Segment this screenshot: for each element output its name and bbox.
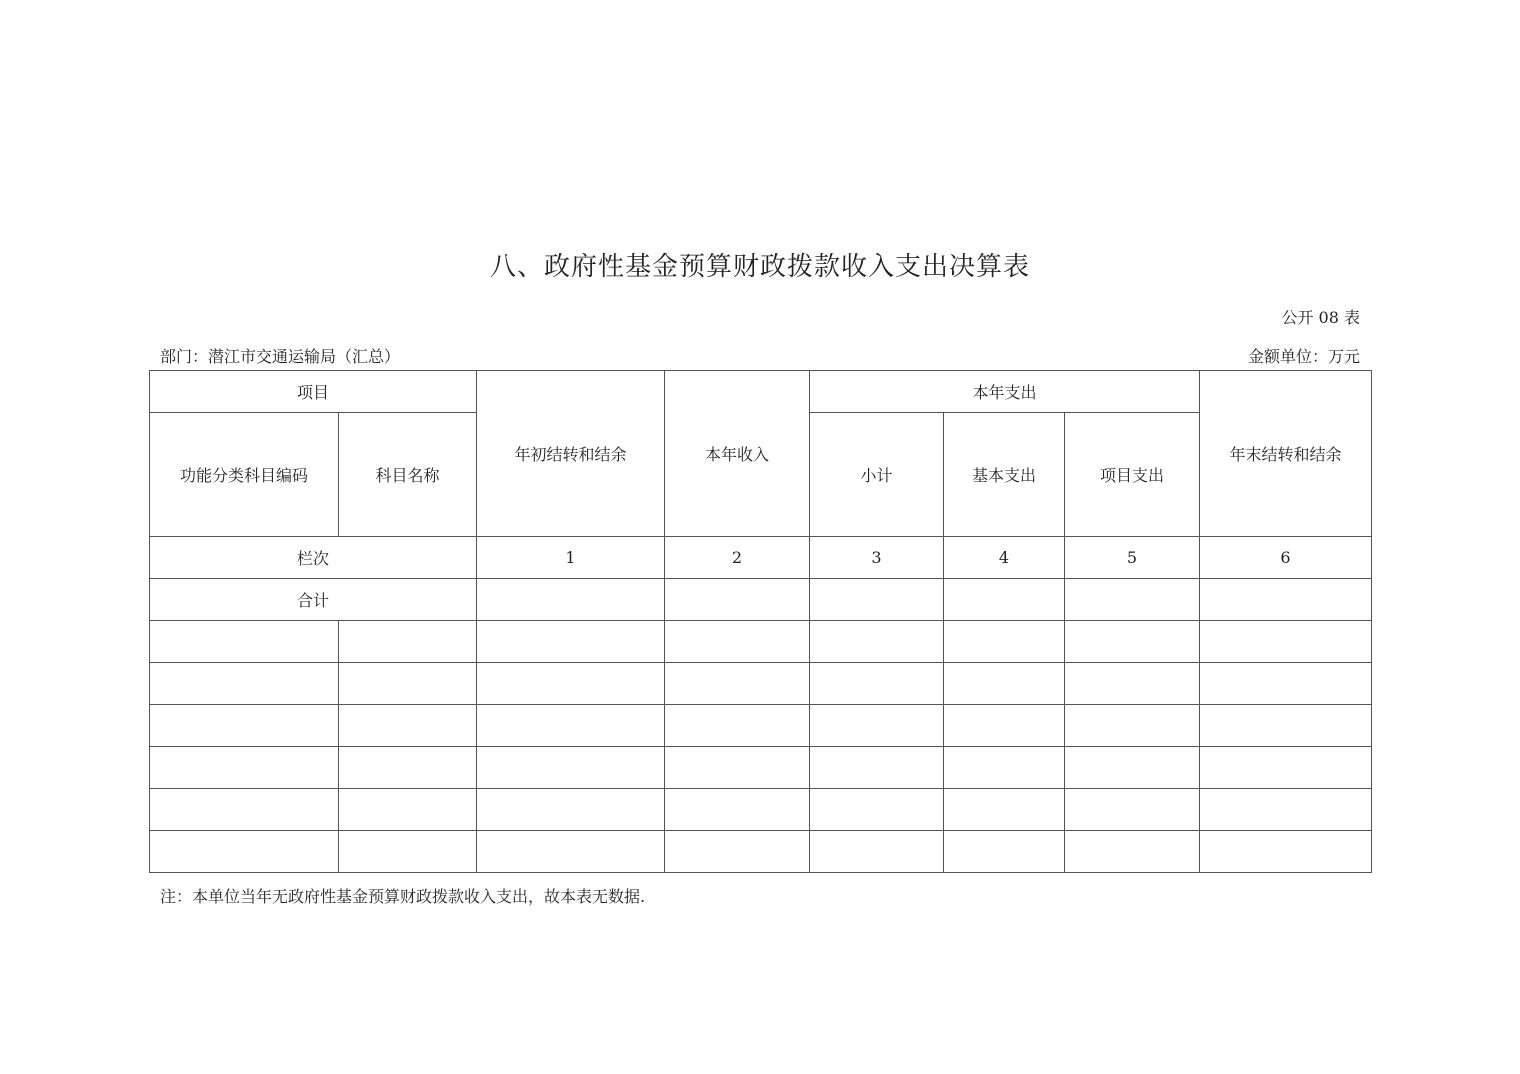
table-cell: [1065, 663, 1200, 705]
table-row: [150, 831, 1372, 873]
header-income: 本年收入: [665, 371, 810, 537]
table-cell: [150, 663, 339, 705]
column-number-6: 6: [1200, 537, 1372, 579]
table-cell: [477, 621, 665, 663]
footnote: 注：本单位当年无政府性基金预算财政拨款收入支出，故本表无数据.: [160, 887, 646, 906]
table-cell: [944, 747, 1065, 789]
table-cell: [944, 831, 1065, 873]
column-number-row: [150, 537, 1372, 579]
header-item: 项目: [150, 371, 477, 413]
table-cell: [665, 579, 810, 621]
header-row-1: [150, 371, 1372, 413]
table-row: [150, 621, 1372, 663]
table-cell: [339, 663, 477, 705]
table-cell: [810, 747, 944, 789]
table-cell: [1065, 621, 1200, 663]
table-row: [150, 705, 1372, 747]
table-cell: [944, 663, 1065, 705]
table-cell: [339, 831, 477, 873]
table-cell: [665, 747, 810, 789]
table-cell: [477, 705, 665, 747]
table-cell: [665, 621, 810, 663]
column-number-4: 4: [944, 537, 1065, 579]
header-func-code: 功能分类科目编码: [150, 413, 339, 537]
table-cell: [1065, 579, 1200, 621]
table-cell: [477, 789, 665, 831]
table-cell: [1065, 705, 1200, 747]
header-begin-balance: 年初结转和结余: [477, 371, 665, 537]
table-cell: [150, 831, 339, 873]
table-cell: [477, 747, 665, 789]
table-cell: [477, 579, 665, 621]
table-cell: [944, 621, 1065, 663]
table-cell: [810, 705, 944, 747]
department-label: 部门：潜江市交通运输局（汇总）: [160, 347, 401, 366]
table-cell: [810, 831, 944, 873]
total-label: 合计: [150, 579, 477, 621]
table-cell: [665, 705, 810, 747]
header-project-expense: 项目支出: [1065, 413, 1200, 537]
table-cell: [1200, 789, 1372, 831]
table-cell: [339, 747, 477, 789]
budget-table: [149, 370, 1372, 873]
table-cell: [1200, 663, 1372, 705]
table-cell: [339, 705, 477, 747]
table-cell: [150, 789, 339, 831]
table-cell: [665, 789, 810, 831]
form-number: 公开 08 表: [1281, 308, 1360, 327]
table-cell: [1065, 747, 1200, 789]
table-cell: [665, 831, 810, 873]
page-title: 八、政府性基金预算财政拨款收入支出决算表: [489, 252, 1030, 282]
column-number-label: 栏次: [150, 537, 477, 579]
header-expense: 本年支出: [810, 371, 1200, 413]
table-cell: [810, 789, 944, 831]
table-cell: [810, 663, 944, 705]
table-cell: [1200, 705, 1372, 747]
header-subtotal: 小计: [810, 413, 944, 537]
table-cell: [1065, 789, 1200, 831]
header-subject-name: 科目名称: [339, 413, 477, 537]
header-basic-expense: 基本支出: [944, 413, 1065, 537]
table-cell: [944, 705, 1065, 747]
table-row: [150, 663, 1372, 705]
column-number-1: 1: [477, 537, 665, 579]
table-cell: [339, 621, 477, 663]
table-cell: [944, 579, 1065, 621]
table-cell: [150, 747, 339, 789]
table-cell: [150, 621, 339, 663]
total-row: [150, 579, 1372, 621]
table-cell: [810, 579, 944, 621]
table-cell: [1065, 831, 1200, 873]
column-number-2: 2: [665, 537, 810, 579]
table-row: [150, 789, 1372, 831]
table-cell: [339, 789, 477, 831]
table-cell: [477, 663, 665, 705]
table-cell: [1200, 579, 1372, 621]
header-end-balance: 年末结转和结余: [1200, 371, 1372, 537]
table-row: [150, 747, 1372, 789]
column-number-5: 5: [1065, 537, 1200, 579]
table-cell: [1200, 747, 1372, 789]
table-cell: [1200, 621, 1372, 663]
table-cell: [665, 663, 810, 705]
column-number-3: 3: [810, 537, 944, 579]
table-cell: [477, 831, 665, 873]
table-cell: [944, 789, 1065, 831]
table-cell: [810, 621, 944, 663]
table-cell: [1200, 831, 1372, 873]
table-cell: [150, 705, 339, 747]
amount-unit-label: 金额单位：万元: [1247, 347, 1360, 366]
